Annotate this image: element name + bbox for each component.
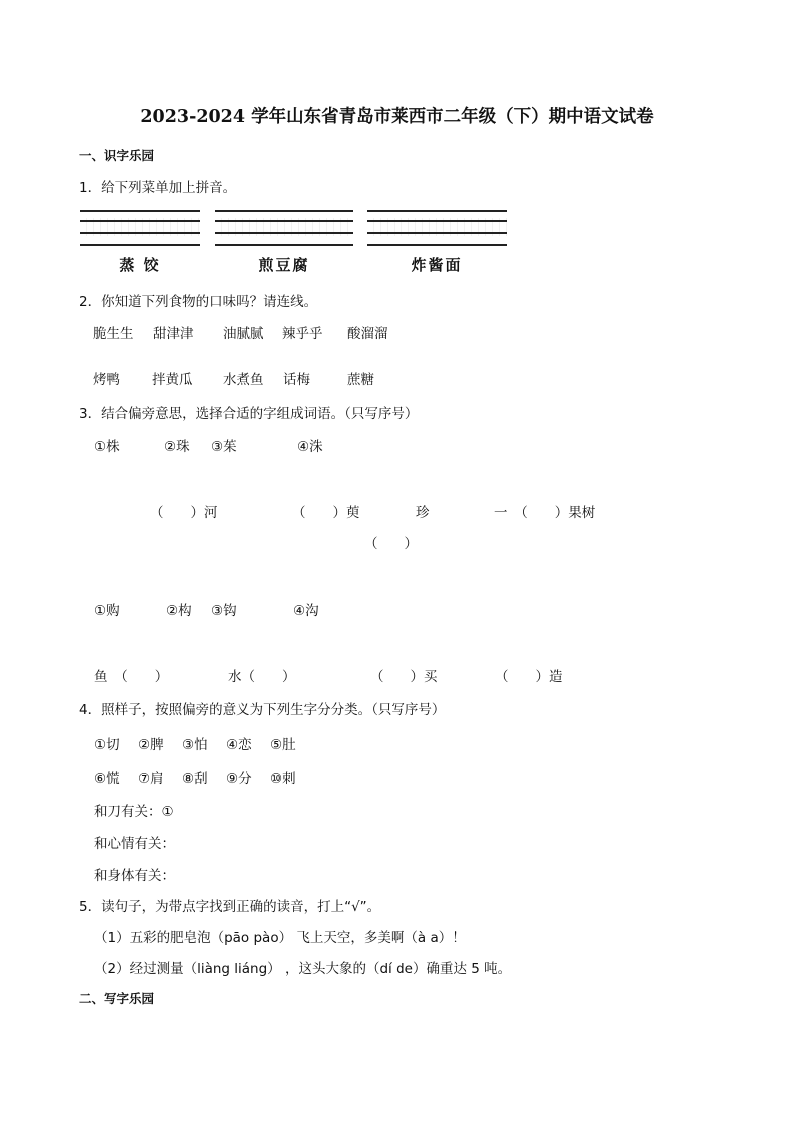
char-option: ②珠 [164, 439, 190, 455]
char-option: ⑨分 [226, 771, 252, 787]
char-option: ⑧刮 [182, 771, 208, 787]
question-5-prompt: 5．读句子，为带点字找到正确的读音，打上“√”。 [79, 899, 381, 915]
section-heading-2: 二、写字乐园 [79, 991, 155, 1006]
dish-label: 煎豆腐 [258, 256, 310, 274]
char-option: ⑥慌 [94, 771, 120, 787]
char-option: ⑦肩 [138, 771, 164, 787]
char-option: ④恋 [226, 737, 252, 753]
char-option: ④沟 [293, 603, 319, 619]
question-3-prompt: 3．结合偏旁意思，选择合适的字组成词语。（只写序号） [79, 406, 419, 422]
word-blank[interactable]: （ ） [364, 536, 418, 552]
word-blank[interactable]: （ ）萸 [292, 505, 360, 521]
question-4-prompt: 4．照样子，按照偏旁的意义为下列生字分分类。（只写序号） [79, 702, 446, 718]
category-knife[interactable]: 和刀有关：① [94, 804, 174, 820]
dish-label: 蒸 饺 [119, 256, 161, 274]
word-blank[interactable]: 水（ ） [228, 669, 296, 685]
food-item: 拌黄瓜 [152, 372, 193, 388]
char-option: ②构 [166, 603, 192, 619]
char-option: ①切 [94, 737, 120, 753]
word-blank[interactable]: （ ）河 [150, 505, 218, 521]
word-blank: 珍 [416, 505, 430, 521]
word-blank[interactable]: （ ）造 [495, 669, 563, 685]
page-title: 2023-2024 学年山东省青岛市莱西市二年级（下）期中语文试卷 [140, 107, 654, 127]
char-option: ②脾 [138, 737, 164, 753]
char-option: ⑩刺 [270, 771, 296, 787]
char-option: ③茱 [211, 439, 237, 455]
word-blank[interactable]: 鱼 （ ） [94, 669, 169, 685]
section-heading-1: 一、识字乐园 [79, 148, 155, 163]
question-2-prompt: 2．你知道下列食物的口味吗？请连线。 [79, 294, 318, 310]
category-heart[interactable]: 和心情有关： [94, 836, 175, 852]
taste-item: 酸溜溜 [347, 326, 388, 342]
pinyin-box-1 [80, 206, 200, 278]
category-body[interactable]: 和身体有关： [94, 868, 175, 884]
taste-item: 脆生生 [93, 326, 134, 342]
food-item: 烤鸭 [93, 372, 120, 388]
char-option: ①株 [94, 439, 120, 455]
question-1-prompt: 1．给下列菜单加上拼音。 [79, 180, 237, 196]
pinyin-box-2 [215, 206, 353, 278]
dish-label: 炸酱面 [411, 256, 463, 274]
food-item: 水煮鱼 [223, 372, 264, 388]
char-option: ③钩 [211, 603, 237, 619]
pinyin-box-3 [367, 206, 507, 278]
taste-item: 辣乎乎 [282, 326, 323, 342]
word-blank[interactable]: （ ）买 [370, 669, 438, 685]
word-blank[interactable]: 一 （ ）果树 [494, 505, 596, 521]
char-option: ④洙 [297, 439, 323, 455]
sentence-1[interactable]: （1）五彩的肥皂泡（pāo pào） 飞上天空，多美啊（à a）！ [94, 930, 466, 946]
taste-item: 油腻腻 [223, 326, 264, 342]
food-item: 话梅 [283, 372, 310, 388]
char-option: ①购 [94, 603, 120, 619]
char-option: ⑤肚 [270, 737, 296, 753]
char-option: ③怕 [182, 737, 208, 753]
food-item: 蔗糖 [347, 372, 374, 388]
taste-item: 甜津津 [153, 326, 194, 342]
sentence-2[interactable]: （2）经过测量（liàng liáng） ，这头大象的（dí de）确重达 5 吨。 [94, 961, 512, 977]
